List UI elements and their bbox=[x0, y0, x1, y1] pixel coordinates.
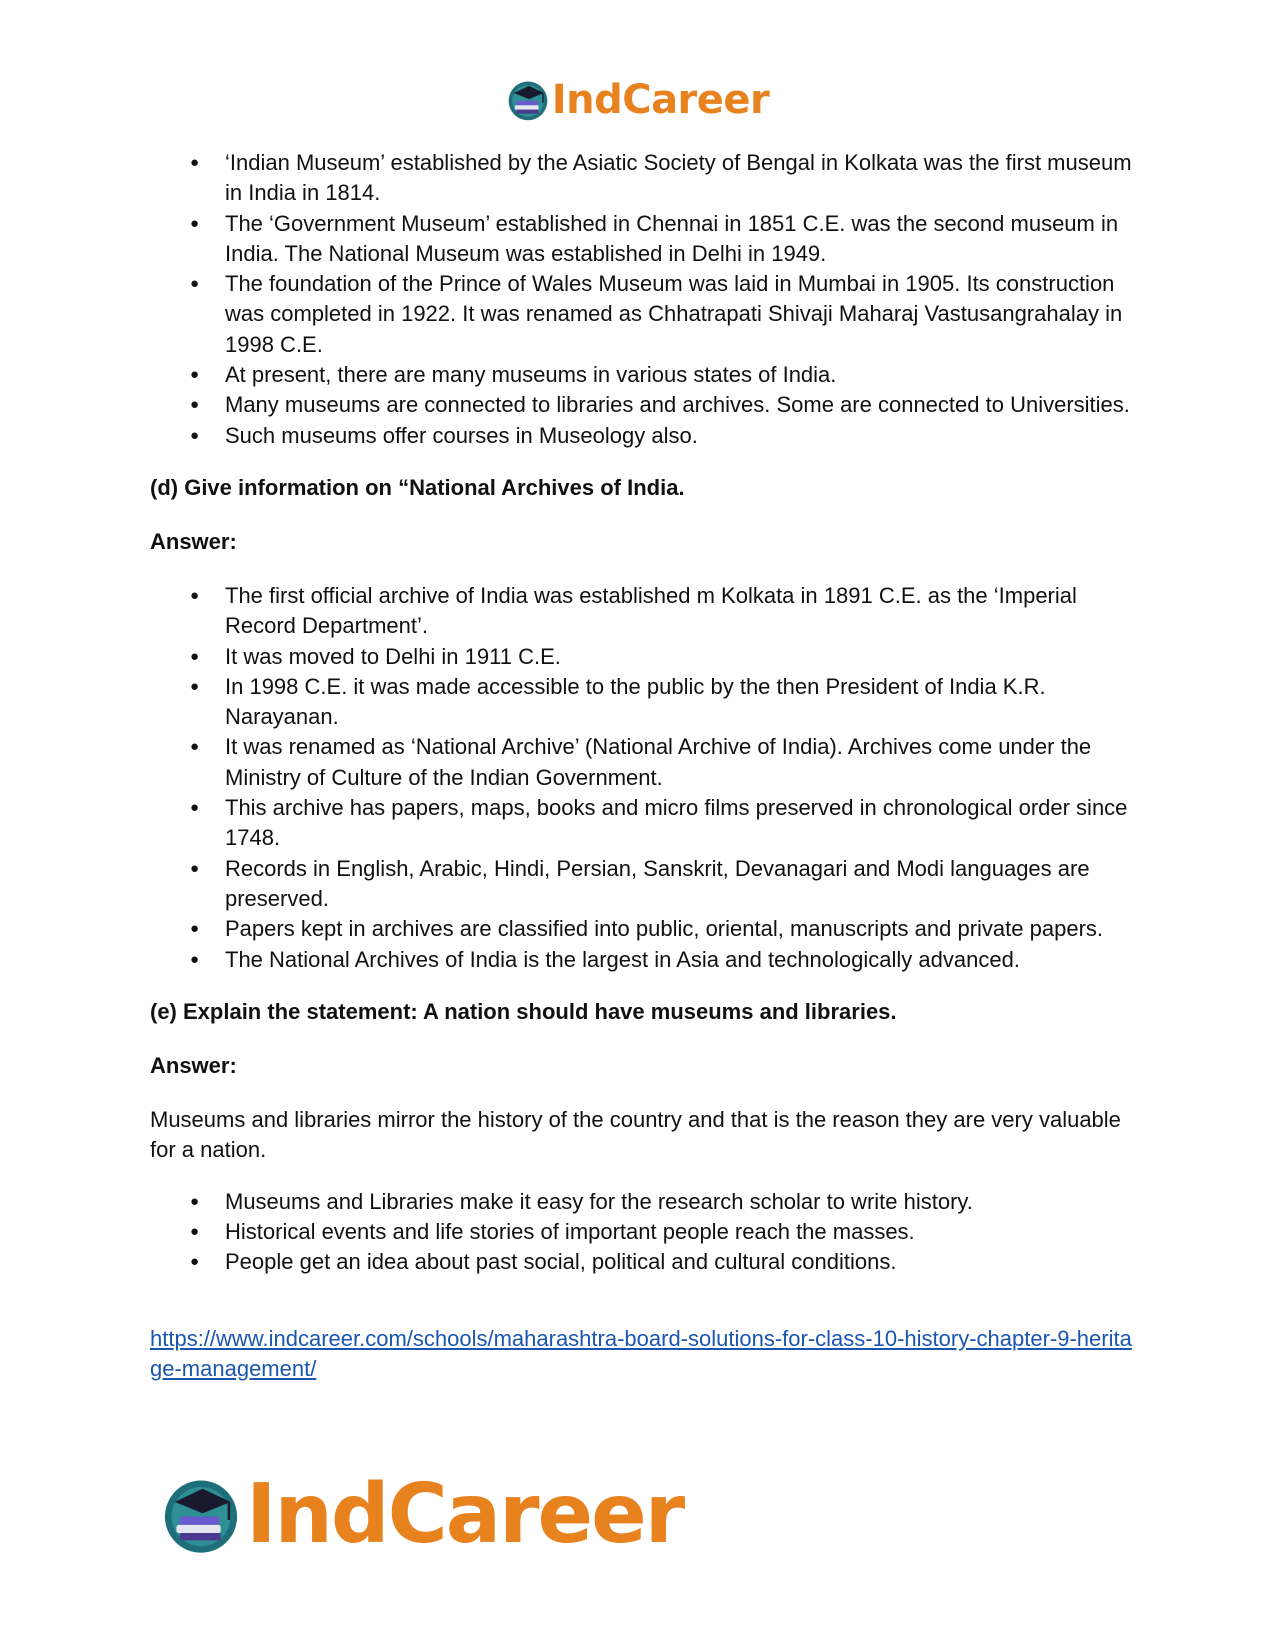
answer-label: Answer: bbox=[150, 528, 237, 554]
list-item: ● It was moved to Delhi in 1911 C.E. bbox=[225, 642, 1140, 672]
nation-list bbox=[150, 1187, 1140, 1278]
answer-label: Answer: bbox=[150, 1052, 237, 1078]
list-item: ● The National Archives of India is the largest in Asia and technologically advanced. bbox=[225, 945, 1140, 975]
list-item: ● This archive has papers, maps, books and micro films preserved in chronological order since 1748. bbox=[190, 795, 1128, 851]
question-e-heading: (e) Explain the statement: A nation should have museums and libraries. bbox=[150, 998, 897, 1024]
bullet-icon: ● bbox=[190, 799, 200, 817]
list-item: ● Museums and Libraries make it easy for the research scholar to write history. bbox=[225, 1187, 1140, 1217]
list-item: ● Such museums offer courses in Museology also. bbox=[225, 421, 1140, 451]
brand-logo-text: IndCareer bbox=[551, 77, 770, 123]
list-item: ● In 1998 C.E. it was made accessible to the public by the then President of India K.R. Narayanan. bbox=[190, 673, 1046, 730]
graduation-book-logo-icon bbox=[506, 78, 550, 122]
bullet-icon: ● bbox=[190, 950, 200, 968]
answer-paragraph: Museums and libraries mirror the history of the country and that is the reason they are very valuable for a nation. bbox=[150, 1106, 1121, 1162]
source-link[interactable]: https://www.indcareer.com/schools/maharashtra-board-solutions-for-class-10-history-chapter-9-heritage-management/ bbox=[150, 1325, 1132, 1381]
list-item: ● ‘Indian Museum’ established by the Asiatic Society of Bengal in Kolkata was the first museum in India in 1814. bbox=[190, 150, 1132, 206]
list-item: ● Many museums are connected to libraries and archives. Some are connected to Universities. bbox=[225, 390, 1140, 420]
museums-list bbox=[150, 148, 1140, 451]
list-item: ● It was renamed as ‘National Archive’ (National Archive of India). Archives come under the Ministry of Culture of the Indian Government. bbox=[190, 734, 1092, 790]
bullet-icon: ● bbox=[190, 396, 200, 414]
list-item: ● The ‘Government Museum’ established in Chennai in 1851 C.E. was the second museum in India. The National Museum was established in Delhi in 1949. bbox=[190, 210, 1119, 266]
list-item: ● Historical events and life stories of important people reach the masses. bbox=[225, 1217, 1140, 1247]
footer-logo bbox=[160, 1467, 684, 1562]
header-logo bbox=[0, 78, 1275, 122]
bullet-icon: ● bbox=[190, 154, 200, 171]
list-item: ● Records in English, Arabic, Hindi, Persian, Sanskrit, Devanagari and Modi languages are preserved. bbox=[190, 855, 1090, 911]
bullet-icon: ● bbox=[190, 426, 200, 444]
bullet-icon: ● bbox=[190, 677, 200, 695]
list-item: ● The foundation of the Prince of Wales Museum was laid in Mumbai in 1905. Its construction was completed in 1922. It was renamed as Chhatrapati Shivaji Maharaj Vastusangrahalay in 1998 C.E. bbox=[190, 271, 1123, 357]
archives-list bbox=[150, 581, 1140, 975]
bullet-icon: ● bbox=[190, 586, 200, 604]
bullet-icon: ● bbox=[190, 1253, 200, 1271]
bullet-icon: ● bbox=[190, 214, 200, 232]
bullet-icon: ● bbox=[190, 920, 200, 938]
list-item: ● People get an idea about past social, political and cultural conditions. bbox=[225, 1247, 1140, 1277]
bullet-icon: ● bbox=[190, 859, 200, 877]
bullet-icon: ● bbox=[190, 738, 200, 756]
document-body bbox=[150, 148, 1140, 1384]
bullet-icon: ● bbox=[190, 366, 200, 384]
bullet-icon: ● bbox=[190, 1223, 200, 1241]
bullet-icon: ● bbox=[190, 275, 200, 293]
bullet-icon: ● bbox=[190, 1192, 200, 1210]
graduation-book-logo-icon bbox=[160, 1474, 242, 1556]
bullet-icon: ● bbox=[190, 647, 200, 665]
question-d-heading: (d) Give information on “National Archives of India. bbox=[150, 474, 685, 500]
list-item: ● Papers kept in archives are classified into public, oriental, manuscripts and private papers. bbox=[225, 914, 1140, 944]
brand-logo-text: IndCareer bbox=[246, 1467, 684, 1562]
list-item: ● The first official archive of India was established m Kolkata in 1891 C.E. as the ‘Imperial Record Department’. bbox=[190, 582, 1077, 639]
list-item: ● At present, there are many museums in various states of India. bbox=[225, 360, 1140, 390]
